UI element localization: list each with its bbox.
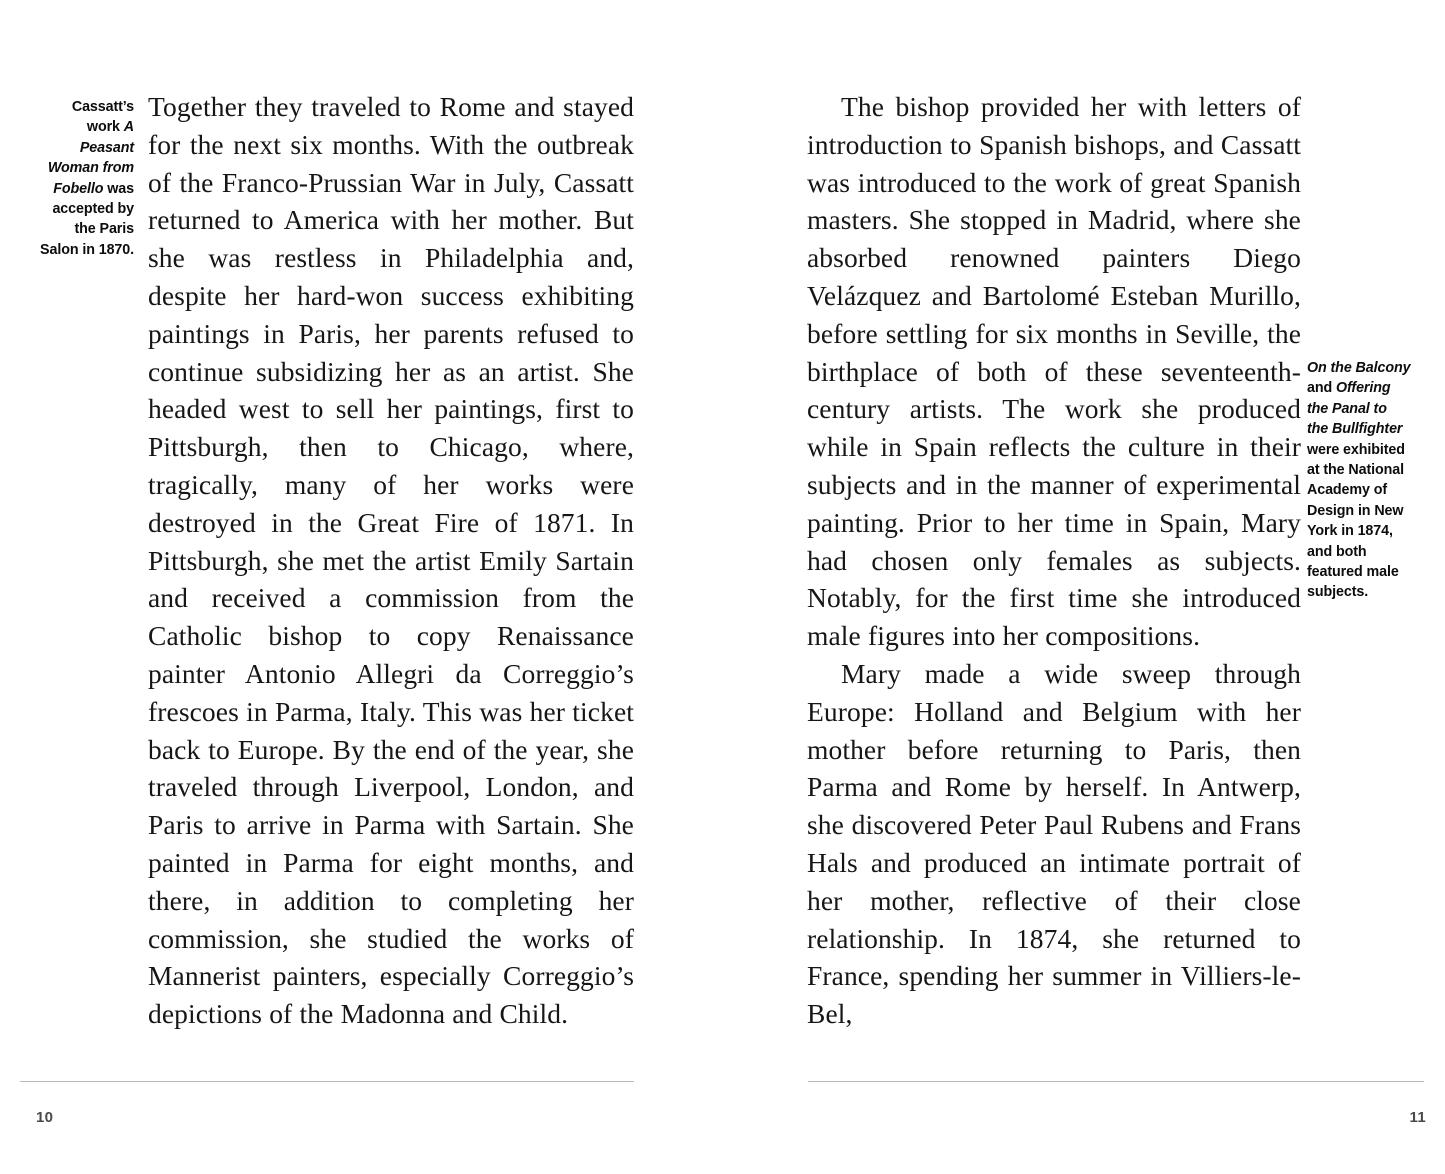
body-paragraph: Mary made a wide sweep through Europe: Holland and Belgium with her mother before returning to Paris, then Parma and Rome by herself. In Antwerp, she discovered Peter Paul Rubens and Frans Hals and produced an intimate portrait of her mother, reflective of their close relationship. In 1874, she returned to France, spending her summer in Villiers-le-Bel, [807,657,1301,1030]
margin-note-right-mid: and [1307,380,1336,397]
page-left [0,0,722,1174]
margin-note-left-lead: Cassatt’s work [71,99,134,136]
page-number-left: 10 [36,1109,54,1126]
footer-rule-right [808,1081,1424,1082]
body-paragraph: The bishop provided her with letters of introduction to Spanish bishops, and Cassatt was introduced to the work of great Spanish masters. She stopped in Madrid, where she absorbed renowned painters Diego Velázquez and Bartolomé Esteban Murillo, before settling for six months in Seville, the birthplace of both of these seventeenth-century artists. The work she produced while in Spain reflects the culture in their subjects and in the manner of experimental painting. Prior to her time in Spain, Mary had chosen only females as subjects. Notably, for the first time she introduced male figures into her compositions. [807,91,1301,652]
page-right [722,0,1445,1174]
margin-note-right [1307,358,1411,603]
margin-note-left-title: A Peasant Woman from Fobello [47,119,134,197]
footer-rule-left [20,1081,634,1082]
body-paragraph: Together they traveled to Rome and stayed for the next six months. With the outbreak of the Franco-Prussian War in July, Cassatt returned to America with her mother. But she was restless in Philadelphia and, despite her hard-won success exhibiting paintings in Paris, her parents refused to continue subsidizing her as an artist. She headed west to sell her paintings, first to Pittsburgh, then to Chicago, where, tragically, many of her works were destroyed in the Great Fire of 1871. In Pittsburgh, she met the artist Emily Sartain and received a commission from the Catholic bishop to copy Renaissance painter Antonio Allegri da Correggio’s frescoes in Parma, Italy. This was her ticket back to Europe. By the end of the year, she traveled through Liverpool, London, and Paris to arrive in Parma with Sartain. She painted in Parma for eight months, and there, in addition to completing her commission, she studied the works of Mannerist painters, especially Correggio’s depictions of the Madonna and Child. [148,91,634,1030]
margin-note-right-tail: were exhibited at the National Academy of Design in New York in 1874, and both featured male subjects. [1307,441,1405,601]
right-page-text-block [807,88,1301,1033]
margin-note-left [36,97,134,260]
margin-note-left-tail: was accepted by the Paris Salon in 1870. [40,180,134,258]
margin-note-right-title-2: Offering the Panal to the Bullfighter [1307,380,1403,438]
page-number-right: 11 [1409,1109,1426,1126]
margin-note-right-title-1: On the Balcony [1307,360,1411,376]
left-page-text-block [148,88,634,1033]
